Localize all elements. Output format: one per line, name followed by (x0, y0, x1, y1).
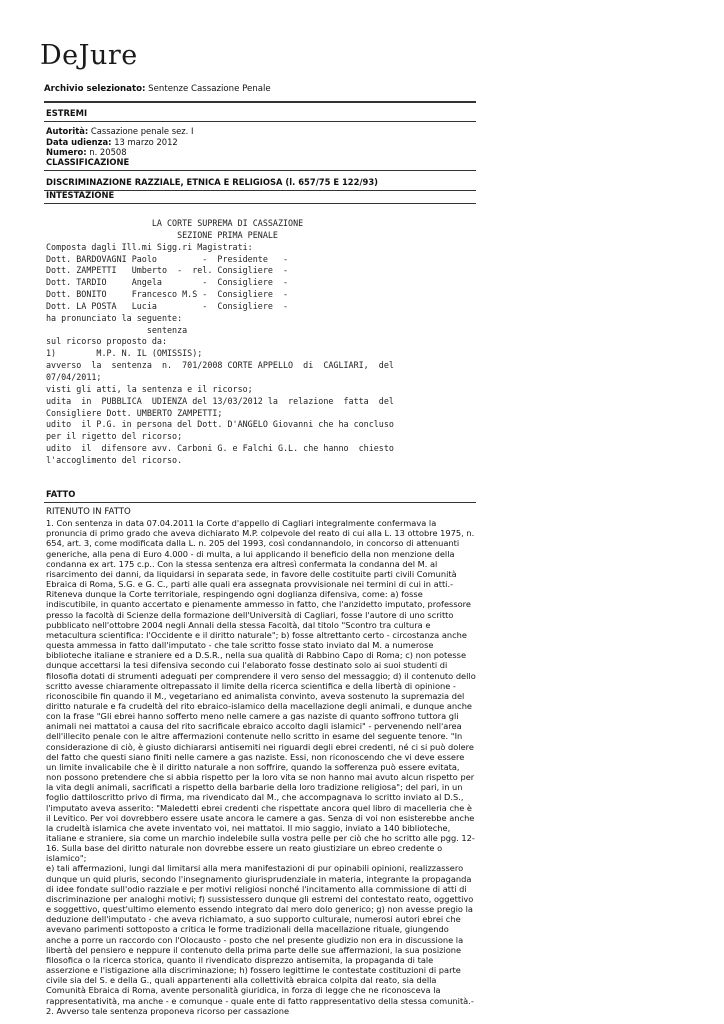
fatto-header: FATTO (44, 488, 476, 503)
dejure-logo: DeJure (40, 40, 138, 71)
classificazione-header: CLASSIFICAZIONE (44, 156, 476, 171)
archivio-selezionato (44, 84, 271, 94)
numero-value: n. 20508 (89, 147, 127, 157)
fatto-text: 1. Con sentenza in data 07.04.2011 la Corte d'appello di Cagliari integralmente confermava la pronuncia di primo grado che aveva dichiarato M.P. colpevole del reato di cui alla L. 13 ottobre 1975, n. 654, art. 3, come modificata dalla L. n. 205 del 1993, così condannandolo, in concorso di attenuanti generiche, alla pena di Euro 4.000 - di multa, a lui applicando il beneficio della non menzione della condanna ex art. 175 c.p.. Con la stessa sentenza era altresì confermata la condanna del M. al risarcimento dei danni, da liquidarsi in separata sede, in favore delle costituite parti civili Comunità Ebraica di Roma, S.G. e G. C., parti alle quali era assegnata provvisionale nei termini di cui in atti.- Riteneva dunque la Corte territoriale, respingendo ogni doglianza difensiva, come: a) fosse indiscutibile, in quanto accertato e pienamente ammesso in fatto, che l'anzidetto imputato, professore presso la facoltà di Scienze della formazione dell'Università di Cagliari, fosse l'autore di uno scritto pubblicato nell'ottobre 2004 negli Annali della stessa Facoltà, dal titolo "Scontro tra cultura e metacultura scientifica: l'Occidente e il diritto naturale"; b) fosse altrettanto certo - circostanza anche questa ammessa in fatto dall'imputato - che tale scritto fosse stato inviato dal M. a numerose biblioteche italiane e straniere ed a D.S.R., nella sua qualità di Rabbino Capo di Roma; c) non potesse dunque accettarsi la tesi difensiva secondo cui l'elaborato fosse destinato solo ai suoi studenti di filosofia dotati di strumenti adeguati per comprendere il vero senso del messaggio; d) il contenuto dello scritto avesse chiaramente oltrepassato il limite della ricerca scientifica e della libertà di opinione - riconoscibile fin quando il M., vegetariano ed animalista convinto, aveva sostenuto la supremazia del diritto naturale e fa crudeltà del rito ebraico-islamico della macellazione degli animali, e dunque anche con la frase "Gli ebrei hanno sofferto meno nelle camere a gas naziste di quanto soffrono tuttora gli animali nei mattatoi a causa del rito sacrificale ebraico accolto dagli islamici" - pervenendo nell'area dell'illecito penale con le altre affermazioni contenute nello scritto in esame del seguente tenore. "In considerazione di ciò, è giusto dichiararsi antisemiti nei riguardi degli ebrei credenti, né ci si può dolere del fatto che questi siano finiti nelle camere a gas naziste. Essi, non riconoscendo che vi deve essere un limite invalicabile che è il diritto naturale a non soffrire, quando la sofferenza può essere evitata, non possono pretendere che si abbia rispetto per la loro vita se non hanno mai avuto alcun rispetto per la vita degli animali, sacrificati a rispetto della barbarie della loro tradizione religiosa"; del pari, in un foglio dattiloscritto privo di firma, ma rivendicato dal M., che accompagnava lo scritto inviato al D.S., l'imputato aveva asserito: "Maledetti ebrei credenti che rispettate ancora quel libro di macelleria che è il Levitico. Per voi dovrebbero essere usate ancora le camere a gas. Senza di voi non esisterebbe anche la crudeltà islamica che avete inventato voi, nei mattatoi. Il mio saggio, inviato a 140 biblioteche, italiane e straniere, sia come un marchio indelebile sulla vostra pelle per ciò che ho scritto alle pgg. 12-16. Sulla base del diritto naturale non dovrebbe essere un reato giustiziare un ebreo credente o islamico"; e) tali affermazioni, lungi dal limitarsi alla mera manifestazioni di pur opinabili opinioni, realizzassero dunque un quid pluris, secondo l'insegnamento giurisprudenziale in materia, integrante la propaganda di idee fondate sull'odio razziale e per motivi religiosi nonché l'incitamento alla commissione di atti di discriminazione per analoghi motivi; f) sussistessero dunque gli estremi del contestato reato, oggettivo e soggettivo, quest'ultimo elemento essendo integrato dal mero dolo generico; g) non avesse pregio la deduzione dell'imputato - che aveva richiamato, a suo supporto culturale, numerosi autori ebrei che avevano parimenti sottoposto a critica le forme tradizionali della macellazione rituale, giungendo anche a porre un raccordo con l'Olocausto - posto che nel presente giudizio non era in discussione la libertà del pensiero e neppure il contenuto della prima parte delle sue affermazioni, la sua posizione filosofica o la ricerca storica, quanto il rivendicato disprezzo antisemita, la propaganda di tale asserzione e l'istigazione alla discriminazione; h) fossero legittime le contestate costituzioni di parte civile sia del S. e della G., quali appartenenti alla collettività ebraica colpita dal reato, sia della Comunità Ebraica di Roma, avente personalità giuridica, in forza di legge che ne riconosceva la rappresentatività, ma anche - e comunque - quale ente di fatto rappresentativo della stessa comunità.- 2. Avverso tale sentenza proponeva ricorso per cassazione (46, 518, 476, 1016)
classificazione-section (44, 156, 476, 191)
autorita-field (44, 126, 476, 137)
intestazione-text: LA CORTE SUPREMA DI CASSAZIONE SEZIONE PRIMA PENALE Composta dagli Ill.mi Sigg.ri Magistrati: Dott. BARDOVAGNI Paolo - Presidente - Dott. ZAMPETTI Umberto - rel. Consigliere - Dott. TARDIO Angela - Consigliere - Dott. BONITO Francesco M.S - Consigliere - Dott. LA POSTA Lucia - Consigliere - ha pronunciato la seguente: sentenza sul ricorso proposto da: 1) M.P. N. IL (OMISSIS); avverso la sentenza n. 701/2008 CORTE APPELLO di CAGLIARI, del 07/04/2011; visti gli atti, la sentenza e il ricorso; udita in PUBBLICA UDIENZA del 13/03/2012 la relazione fatta del Consigliere Dott. UMBERTO ZAMPETTI; udito il P.G. in persona del Dott. D'ANGELO Giovanni che ha concluso per il rigetto del ricorso; udito il difensore avv. Carboni G. e Falchi G.L. che hanno chiesto l'accoglimento del ricorso. (46, 218, 394, 465)
archivio-value: Sentenze Cassazione Penale (148, 84, 271, 94)
estremi-section (44, 101, 476, 158)
data-udienza-field (44, 137, 476, 148)
estremi-header: ESTREMI (44, 103, 476, 122)
data-udienza-value: 13 marzo 2012 (114, 136, 178, 147)
autorita-value: Cassazione penale sez. I (90, 126, 194, 136)
fatto-subtitle: RITENUTO IN FATTO (46, 507, 131, 517)
intestazione-section (44, 189, 476, 467)
numero-label: Numero: (46, 147, 87, 157)
intestazione-header: INTESTAZIONE (44, 189, 476, 204)
data-udienza-label: Data udienza: (46, 136, 112, 147)
fatto-section (44, 488, 476, 1016)
classificazione-value: DISCRIMINAZIONE RAZZIALE, ETNICA E RELIGIOSA (l. 657/75 E 122/93) (44, 171, 476, 191)
archivio-label: Archivio selezionato: (44, 84, 146, 94)
autorita-label: Autorità: (46, 126, 89, 136)
